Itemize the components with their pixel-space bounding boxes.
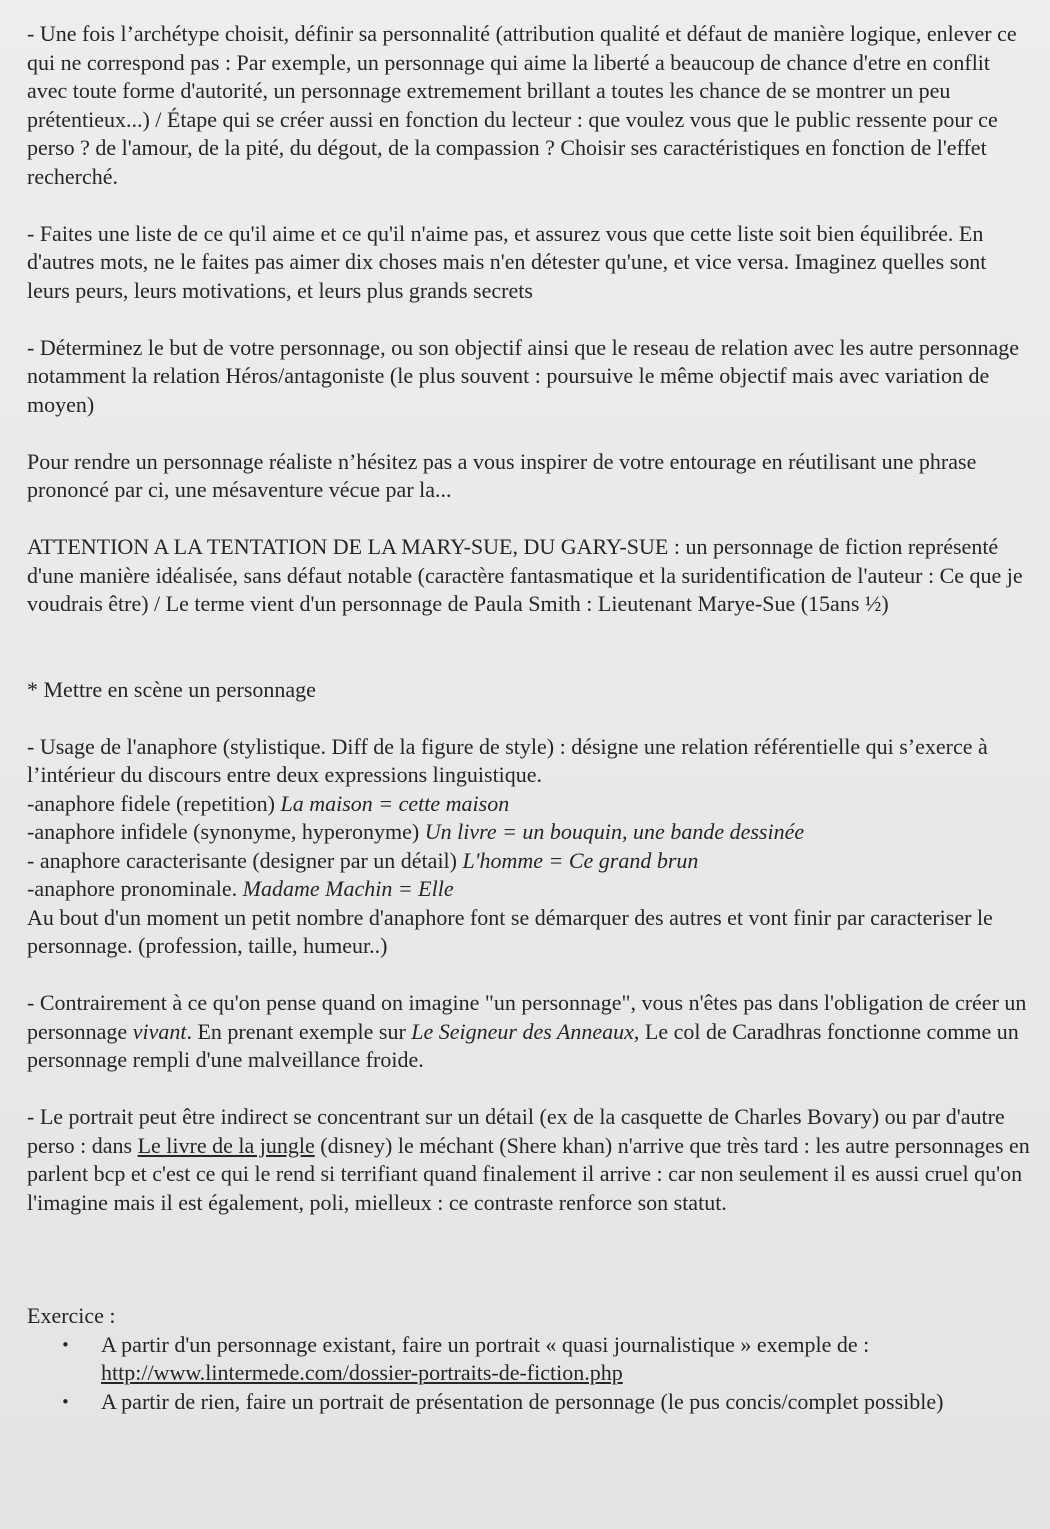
paragraph-likes-dislikes: - Faites une liste de ce qu'il aime et ce qu'il n'aime pas, et assurez vous que cette liste soit bien équilibrée. En d'autres mots, ne le faites pas aimer dix choses mais n'en détester qu'une, et vice versa. Imaginez quelles sont leurs peurs, leurs motivations, et leurs plus grands secrets <box>27 220 987 303</box>
anaphore-label: -anaphore pronominale. <box>27 876 243 901</box>
work-title: Le Seigneur des Anneaux <box>411 1018 634 1044</box>
anaphore-example: Un livre = un bouquin, une bande dessinée <box>424 819 805 844</box>
anaphore-item <box>27 847 1032 876</box>
paragraph-realism: Pour rendre un personnage réaliste n’hésitez pas a vous inspirer de votre entourage en réutilisant une phrase prononcé par ci, une mésaventure vécue par la... <box>27 448 977 502</box>
bullet-icon: • <box>61 1335 70 1354</box>
anaphore-label: -anaphore fidele (repetition) <box>27 790 281 816</box>
exercise-text: A partir de rien, faire un portrait de présentation de personnage (le pus concis/complet possible) <box>101 1388 944 1414</box>
anaphore-label: - anaphore caracterisante (designer par un détail) <box>27 847 463 873</box>
paragraph-indirect-portrait <box>27 1103 1032 1217</box>
text-segment: - Le portrait peut être indirect se concentrant sur un détail (ex de la casquette de Charles Bovary) ou par d'autre perso : dans <box>27 1104 1005 1158</box>
anaphore-example: L'homme = Ce grand brun <box>462 847 699 873</box>
exercise-list <box>27 1331 1032 1417</box>
text-segment: , Le col de Caradhras fonctionne comme un personnage rempli d'une malveillance froide. <box>27 1018 1019 1072</box>
exercise-item <box>61 1388 1032 1417</box>
exercise-item <box>61 1331 1032 1388</box>
exercise-link[interactable]: http://www.lintermede.com/dossier-portraits-de-fiction.php <box>101 1360 623 1385</box>
exercise-title: Exercice : <box>27 1303 116 1328</box>
exercise-text: A partir d'un personnage existant, faire un portrait « quasi journalistique » exemple de : <box>101 1331 870 1357</box>
anaphore-example: La maison = cette maison <box>280 790 510 816</box>
text-segment: . En prenant exemple sur <box>186 1018 412 1044</box>
anaphore-item <box>27 875 1032 904</box>
emphasis-vivant: vivant <box>132 1018 187 1044</box>
anaphore-list <box>27 790 1032 904</box>
anaphore-label: -anaphore infidele (synonyme, hyperonyme) <box>27 819 425 844</box>
anaphore-item <box>27 790 1032 819</box>
text-segment: (disney) le méchant (Shere khan) n'arrive que très tard : les autre personnages en parlent bcp et c'est ce qui le rend si terrifiant quand finalement il arrive : car non seulement il es aussi cruel qu'on l'imagine mais il est également, poli, mielleux : ce contraste renforce son statut. <box>27 1132 1030 1215</box>
anaphore-item <box>27 818 1032 847</box>
bullet-icon: • <box>61 1392 70 1411</box>
paragraph-mary-sue-warning: ATTENTION A LA TENTATION DE LA MARY-SUE, DU GARY-SUE : un personnage de fiction représenté d'une manière idéalisée, sans défaut notable (caractère fantasmatique et la suridentification de l'auteur : Ce que je voudrais être) / Le terme vient d'un personnage de Paula Smith : Lieutenant Marye-Sue (15ans ½) <box>27 534 1023 616</box>
work-title-underlined: Le livre de la jungle <box>137 1132 315 1158</box>
paragraph-personality: - Une fois l’archétype choisit, définir sa personnalité (attribution qualité et défaut de manière logique, enlever ce qui ne correspond pas : Par exemple, un personnage qui aime la liberté a beaucoup de chance d'etre en conflit avec toute forme d'autorité, un personnage extremement brillant a toutes les chance de se montrer un peu prétentieux...) / Étape qui se créer aussi en fonction du lecteur : que voulez vous que le public ressente pour ce perso ? de l'amour, de la pité, du dégout, de la compassion ? Choisir ses caractéristiques en fonction de l'effet recherché. <box>27 21 1017 189</box>
paragraph-non-living-character <box>27 989 1032 1075</box>
section-heading: * Mettre en scène un personnage <box>27 676 316 702</box>
anaphore-example: Madame Machin = Elle <box>242 876 454 901</box>
paragraph-anaphore-conclusion: Au bout d'un moment un petit nombre d'anaphore font se démarquer des autres et vont finir par caracteriser le personnage. (profession, taille, humeur..) <box>27 904 993 958</box>
text-segment: - Contrairement à ce qu'on pense quand on imagine "un personnage", vous n'êtes pas dans l'obligation de créer un personnage <box>27 990 1027 1044</box>
paragraph-goal: - Déterminez le but de votre personnage, ou son objectif ainsi que le reseau de relation avec les autre personnage notamment la relation Héros/antagoniste (le plus souvent : poursuive le même objectif mais avec variation de moyen) <box>27 334 1020 417</box>
paragraph-anaphore-intro: - Usage de l'anaphore (stylistique. Diff de la figure de style) : désigne une relation référentielle qui s’exerce à l’intérieur du discours entre deux expressions linguistique. <box>27 733 988 787</box>
